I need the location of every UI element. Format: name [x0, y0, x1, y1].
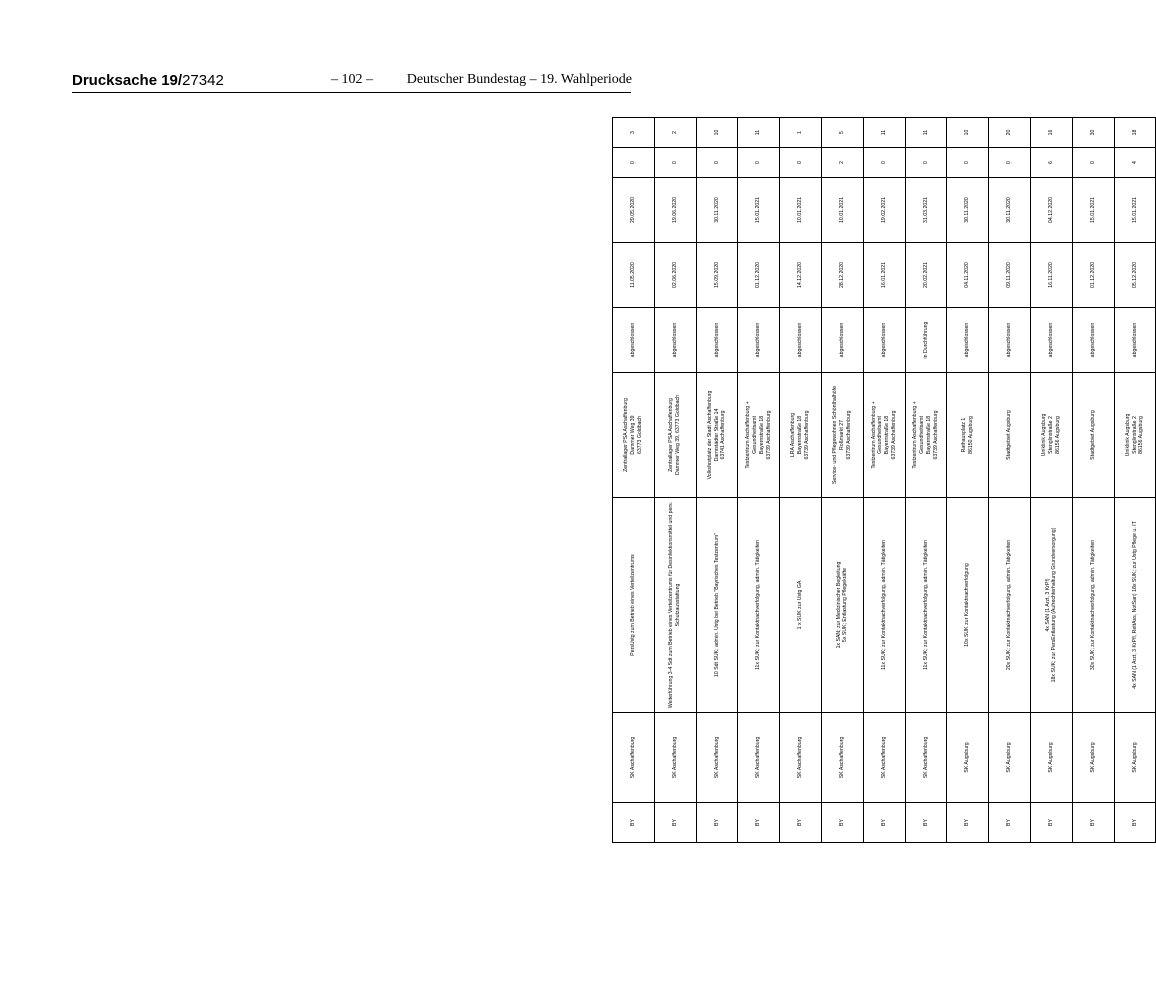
start-date-cell: 14.12.2020 [780, 243, 822, 308]
office-cell: SK Augsburg [1114, 713, 1156, 803]
table-row [1072, 118, 1114, 843]
end-date-cell: 30.11.2020 [947, 178, 989, 243]
office-cell: SK Augsburg [947, 713, 989, 803]
status-cell: abgeschlossen [613, 308, 655, 373]
land-cell: BY [1030, 803, 1072, 843]
deployment-table [612, 117, 1156, 843]
end-date-cell: 19.02.2021 [863, 178, 905, 243]
office-cell: SK Aschaffenburg [780, 713, 822, 803]
end-date-cell: 04.12.2020 [1030, 178, 1072, 243]
count-b-cell: 10 [696, 118, 738, 148]
office-cell: SK Aschaffenburg [613, 713, 655, 803]
count-b-cell: 10 [947, 118, 989, 148]
location-cell: Zentrallager PSA Aschaffenburg Dammer Weg 39 63773 Goldbach [613, 373, 655, 498]
start-date-cell: 28.12.2020 [821, 243, 863, 308]
location-cell: Testzentrum Aschaffenburg + Gesundheitsamt Bayernstraße 18 63739 Aschaffenburg [863, 373, 905, 498]
start-date-cell: 11.05.2020 [613, 243, 655, 308]
location-cell: Service- und Pflegewohnen Schönthalhöfe Roßmarkt 27 63739 Aschaffenburg [821, 373, 863, 498]
status-cell: abgeschlossen [1114, 308, 1156, 373]
end-date-cell: 30.11.2020 [989, 178, 1031, 243]
status-cell: abgeschlossen [1030, 308, 1072, 373]
status-cell: abgeschlossen [696, 308, 738, 373]
status-cell: abgeschlossen [863, 308, 905, 373]
table-row [780, 118, 822, 843]
task-cell: 10 Sdt SUK; admin. Ustg bei Betrieb "Bayrisches Testzentrum" [696, 498, 738, 713]
count-a-cell: 6 [1030, 148, 1072, 178]
task-cell: 4x SAN (1 Arzt, 3 KrPf) 18x SUK; zur PersEntlastung (Aufrechterhaltung Grundversorgung) [1030, 498, 1072, 713]
count-b-cell: 5 [821, 118, 863, 148]
start-date-cell: 02.06.2020 [654, 243, 696, 308]
start-date-cell: 16.01.2021 [863, 243, 905, 308]
status-cell: abgeschlossen [989, 308, 1031, 373]
office-cell: SK Aschaffenburg [696, 713, 738, 803]
task-cell: 20x SUK; zur Kontaktnachverfolgung, admin. Tätigkeiten [989, 498, 1031, 713]
land-cell: BY [947, 803, 989, 843]
table-row [654, 118, 696, 843]
start-date-cell: 01.12.2020 [1072, 243, 1114, 308]
count-a-cell: 0 [696, 148, 738, 178]
task-cell: Weiterführung 3-4 Sdt zum Betrieb eines Verteilzentrums für Desinfektionsmittel und pers. Schutzausstattung [654, 498, 696, 713]
header-rule [72, 92, 631, 93]
start-date-cell: 15.09.2020 [696, 243, 738, 308]
doc-prefix: Drucksache 19/ [72, 72, 183, 89]
task-cell: 1 x SUK zur Ustg GA [780, 498, 822, 713]
doc-number: 27342 [182, 72, 224, 89]
table-row [613, 118, 655, 843]
publisher-label: Deutscher Bundestag – 19. Wahlperiode [406, 72, 632, 87]
count-b-cell: 1 [780, 118, 822, 148]
page-number: – 102 – [331, 72, 373, 87]
end-date-cell: 15.01.2021 [1072, 178, 1114, 243]
end-date-cell: 31.03.2021 [905, 178, 947, 243]
table-row [1030, 118, 1072, 843]
table-body [613, 118, 1156, 843]
location-cell: Zentrallager PSA Aschaffenburg Dammer Weg 39, 63773 Goldbach [654, 373, 696, 498]
land-cell: BY [1072, 803, 1114, 843]
status-cell: abgeschlossen [1072, 308, 1114, 373]
table-row [989, 118, 1031, 843]
location-cell: Stadtgebiet Augsburg [989, 373, 1031, 498]
location-cell: Stadtgebiet Augsburg [1072, 373, 1114, 498]
task-cell: 10x SUK zur Kontaktnachverfolgung [947, 498, 989, 713]
count-b-cell: 30 [1072, 118, 1114, 148]
land-cell: BY [696, 803, 738, 843]
land-cell: BY [905, 803, 947, 843]
office-cell: SK Augsburg [989, 713, 1031, 803]
table-row [863, 118, 905, 843]
end-date-cell: 15.01.2021 [1114, 178, 1156, 243]
count-b-cell: 11 [738, 118, 780, 148]
status-cell: abgeschlossen [780, 308, 822, 373]
land-cell: BY [613, 803, 655, 843]
count-a-cell: 0 [654, 148, 696, 178]
count-b-cell: 18 [1114, 118, 1156, 148]
status-cell: abgeschlossen [821, 308, 863, 373]
task-cell: 1x SAN; zur Medizinischer Begleitung 5x SUK; Entlastung Pflegekräfte [821, 498, 863, 713]
status-cell: in Durchführung [905, 308, 947, 373]
end-date-cell: 29.05.2020 [613, 178, 655, 243]
start-date-cell: 01.12.2020 [738, 243, 780, 308]
count-b-cell: 11 [863, 118, 905, 148]
count-a-cell: 0 [905, 148, 947, 178]
count-b-cell: 2 [654, 118, 696, 148]
count-a-cell: 2 [821, 148, 863, 178]
location-cell: Testzentrum Aschaffenburg + Gesundheitsamt Bayernstraße 18 63739 Aschaffenburg [905, 373, 947, 498]
count-b-cell: 16 [1030, 118, 1072, 148]
location-cell: Volksfestplatz der Stadt Aschaffenburg Darmstädter Straße 14 63741 Aschaffenburg [696, 373, 738, 498]
office-cell: SK Augsburg [1030, 713, 1072, 803]
end-date-cell: 30.11.2020 [696, 178, 738, 243]
land-cell: BY [863, 803, 905, 843]
land-cell: BY [1114, 803, 1156, 843]
rotated-table-container [612, 118, 1145, 843]
count-b-cell: 20 [989, 118, 1031, 148]
count-b-cell: 3 [613, 118, 655, 148]
count-a-cell: 0 [863, 148, 905, 178]
table-row [696, 118, 738, 843]
end-date-cell: 10.01.2021 [780, 178, 822, 243]
count-a-cell: 0 [780, 148, 822, 178]
table-row [905, 118, 947, 843]
count-a-cell: 0 [947, 148, 989, 178]
table-row [738, 118, 780, 843]
count-a-cell: 4 [1114, 148, 1156, 178]
task-cell: 30x SUK; zur Kontaktnachverfolgung, admin. Tätigkeiten [1072, 498, 1114, 713]
office-cell: SK Aschaffenburg [905, 713, 947, 803]
location-cell: Rathausplatz 1 86150 Augsburg [947, 373, 989, 498]
land-cell: BY [780, 803, 822, 843]
location-cell: Uniklinik Augsburg Stenglinstraße 2 86156 Augsburg [1030, 373, 1072, 498]
count-b-cell: 11 [905, 118, 947, 148]
office-cell: SK Augsburg [1072, 713, 1114, 803]
start-date-cell: 16.11.2020 [1030, 243, 1072, 308]
land-cell: BY [989, 803, 1031, 843]
office-cell: SK Aschaffenburg [654, 713, 696, 803]
count-a-cell: 0 [1072, 148, 1114, 178]
count-a-cell: 0 [989, 148, 1031, 178]
task-cell: 11x SUK; zur Kontaktnachverfolgung, admin. Tätigkeiten [863, 498, 905, 713]
office-cell: SK Aschaffenburg [863, 713, 905, 803]
office-cell: SK Aschaffenburg [738, 713, 780, 803]
office-cell: SK Aschaffenburg [821, 713, 863, 803]
task-cell: 11x SUK; zur Kontaktnachverfolgung, admin. Tätigkeiten [905, 498, 947, 713]
table-row [1114, 118, 1156, 843]
table-row [947, 118, 989, 843]
status-cell: abgeschlossen [654, 308, 696, 373]
end-date-cell: 10.01.2021 [821, 178, 863, 243]
count-a-cell: 0 [738, 148, 780, 178]
start-date-cell: 09.11.2020 [989, 243, 1031, 308]
end-date-cell: 19.06.2020 [654, 178, 696, 243]
count-a-cell: 0 [613, 148, 655, 178]
start-date-cell: 04.11.2020 [947, 243, 989, 308]
page-header [72, 64, 632, 90]
land-cell: BY [821, 803, 863, 843]
task-cell: 4x SAN (1 Arzt, 3 KrPfl, RettAss, NotSan) 18x SUK; zur Ustg Pflege u. IT [1114, 498, 1156, 713]
location-cell: Uniklinik Augsburg Stenglinstraße 2 86156 Augsburg [1114, 373, 1156, 498]
location-cell: LRA Aschaffenburg Bayernstraße 18 63739 Aschaffenburg [780, 373, 822, 498]
start-date-cell: 05.12.2020 [1114, 243, 1156, 308]
task-cell: 11x SUK; zur Kontaktnachverfolgung, admin. Tätigkeiten [738, 498, 780, 713]
status-cell: abgeschlossen [947, 308, 989, 373]
end-date-cell: 15.01.2021 [738, 178, 780, 243]
location-cell: Testzentrum Aschaffenburg + Gesundheitsamt Bayernstraße 18 63739 Aschaffenburg [738, 373, 780, 498]
status-cell: abgeschlossen [738, 308, 780, 373]
start-date-cell: 20.02.2021 [905, 243, 947, 308]
table-row [821, 118, 863, 843]
land-cell: BY [738, 803, 780, 843]
land-cell: BY [654, 803, 696, 843]
task-cell: PersUstg zum Betrieb eines Verteilzentrums [613, 498, 655, 713]
